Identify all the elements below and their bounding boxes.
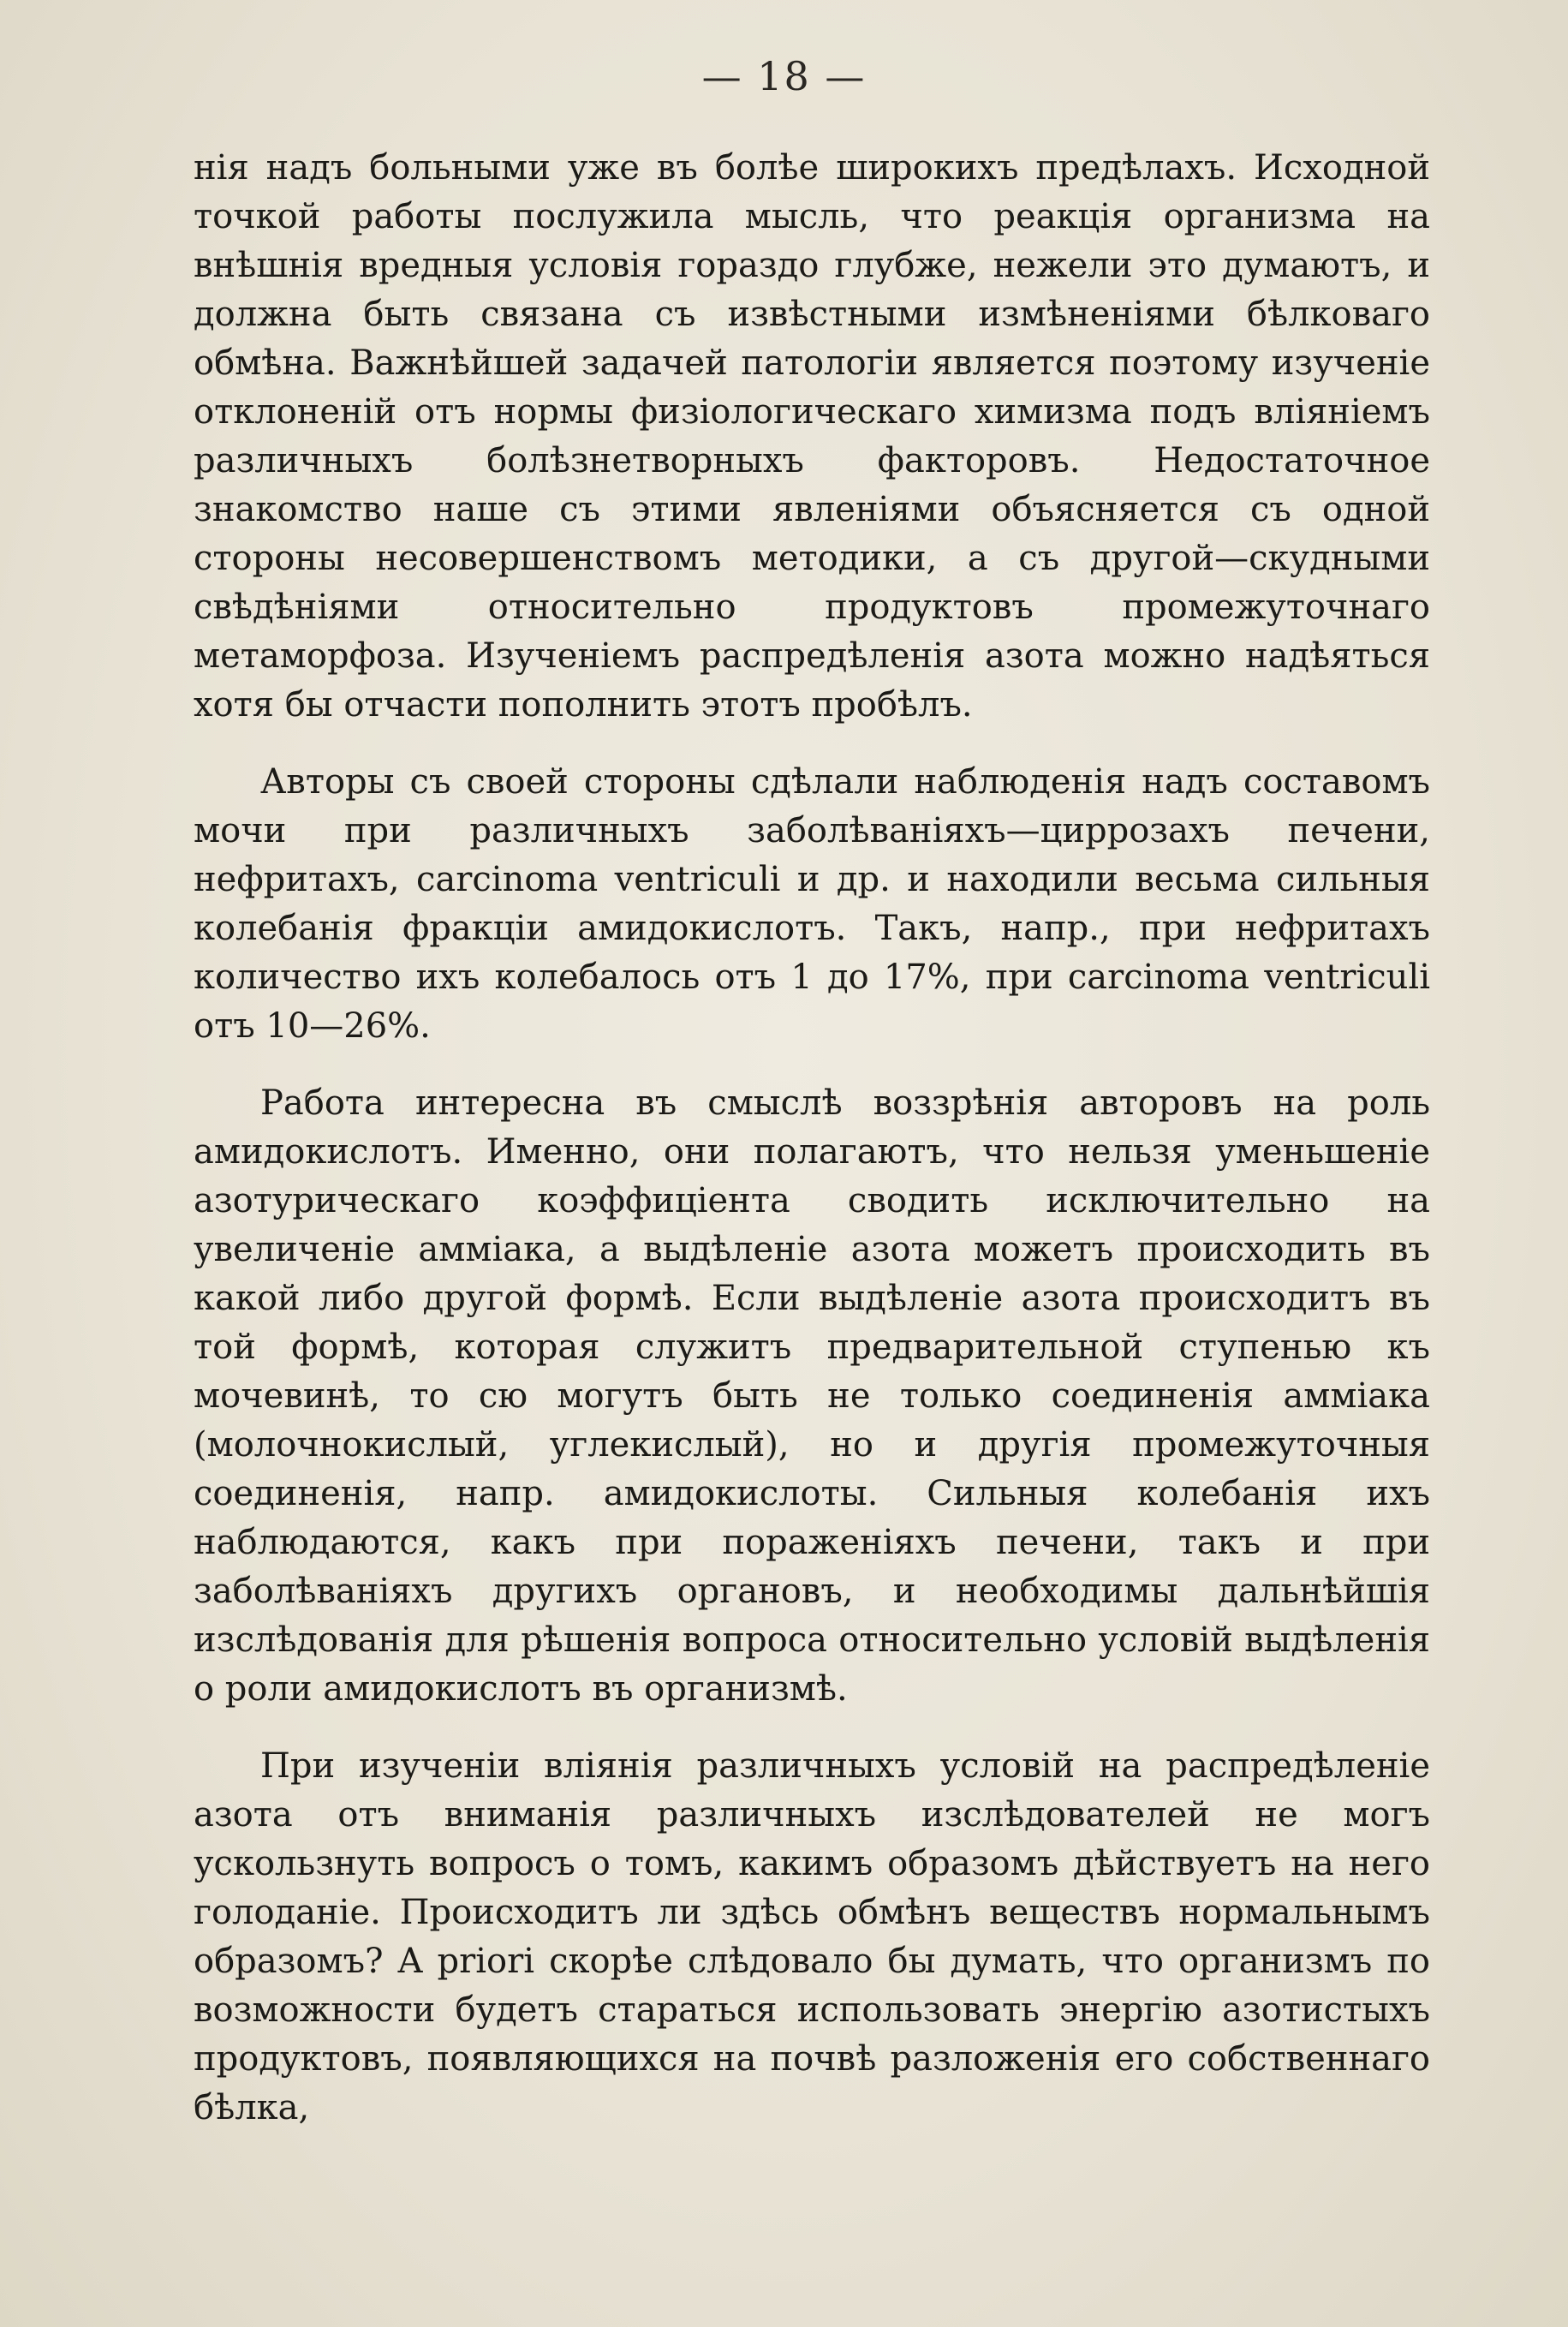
page-number: — 18 — <box>701 53 867 99</box>
paragraph-amino-acids-role: Работа интересна въ смыслѣ воззрѣнія авторовъ на роль амидокислотъ. Именно, они полагаютъ, что нельзя уменьшеніе азотурическаго коэффиціента сводить исключительно на увеличеніе аммiака, а выдѣленіе азота можетъ происходить въ какой либо другой формѣ. Если выдѣленіе азота происходитъ въ той формѣ, которая служитъ предварительной ступенью къ мочевинѣ, то сю могутъ быть не только соединенія амміака (молочнокислый, углекислый), но и другія промежуточныя соединенія, напр. амидокислоты. Сильныя колебанія ихъ наблюдаются, какъ при пораженіяхъ печени, такъ и при заболѣваніяхъ другихъ органовъ, и необходимы дальнѣйшія изслѣдованія для рѣшенія вопроса относительно условій выдѣленія о роли амидокислотъ въ организмѣ. <box>194 1083 1430 1709</box>
paragraph-starvation-question: При изученіи вліянія различныхъ условій на распредѣленіе азота отъ вниманія различныхъ изслѣдователей не могъ ускользнуть вопросъ о томъ, какимъ образомъ дѣйствуетъ на него голоданіе. Происходитъ ли здѣсь обмѣнъ веществъ нормальнымъ образомъ? A priori скорѣе слѣдовало бы думать, что организмъ по возможности будетъ стараться использовать энергію азотистыхъ продуктовъ, появляющихся на почвѣ разложенія его собственнаго бѣлка, <box>194 1746 1430 2127</box>
paragraph-continuation: нія надъ больными уже въ болѣе широкихъ предѣлахъ. Исходной точкой работы послужила мысль, что реакція организма на внѣшнія вредныя условія гораздо глубже, нежели это думаютъ, и должна быть связана съ извѣстными измѣненіями бѣлковаго обмѣна. Важнѣйшей задачей патологіи является поэтому изученіе отклоненій отъ нормы физіологическаго химизма подъ вліяніемъ различныхъ болѣзнетворныхъ факторовъ. Недостаточное знакомство наше съ этими явленіями объясняется съ одной стороны несовершенствомъ методики, а съ другой—скудными свѣдѣніями относительно продуктовъ промежуточнаго метаморфоза. Изученіемъ распредѣленія азота можно надѣяться хотя бы отчасти пополнить этотъ пробѣлъ. <box>194 148 1430 725</box>
paragraph-authors-observations: Авторы съ своей стороны сдѣлали наблюденія надъ составомъ мочи при различныхъ заболѣваніяхъ—циррозахъ печени, нефритахъ, carcinoma ventriculi и др. и находили весьма сильныя колебанія фракціи амидокислотъ. Такъ, напр., при нефритахъ количество ихъ колебалось отъ 1 до 17%, при carcinoma ventriculi отъ 10—26%. <box>194 762 1430 1046</box>
body-text <box>194 144 1430 2133</box>
